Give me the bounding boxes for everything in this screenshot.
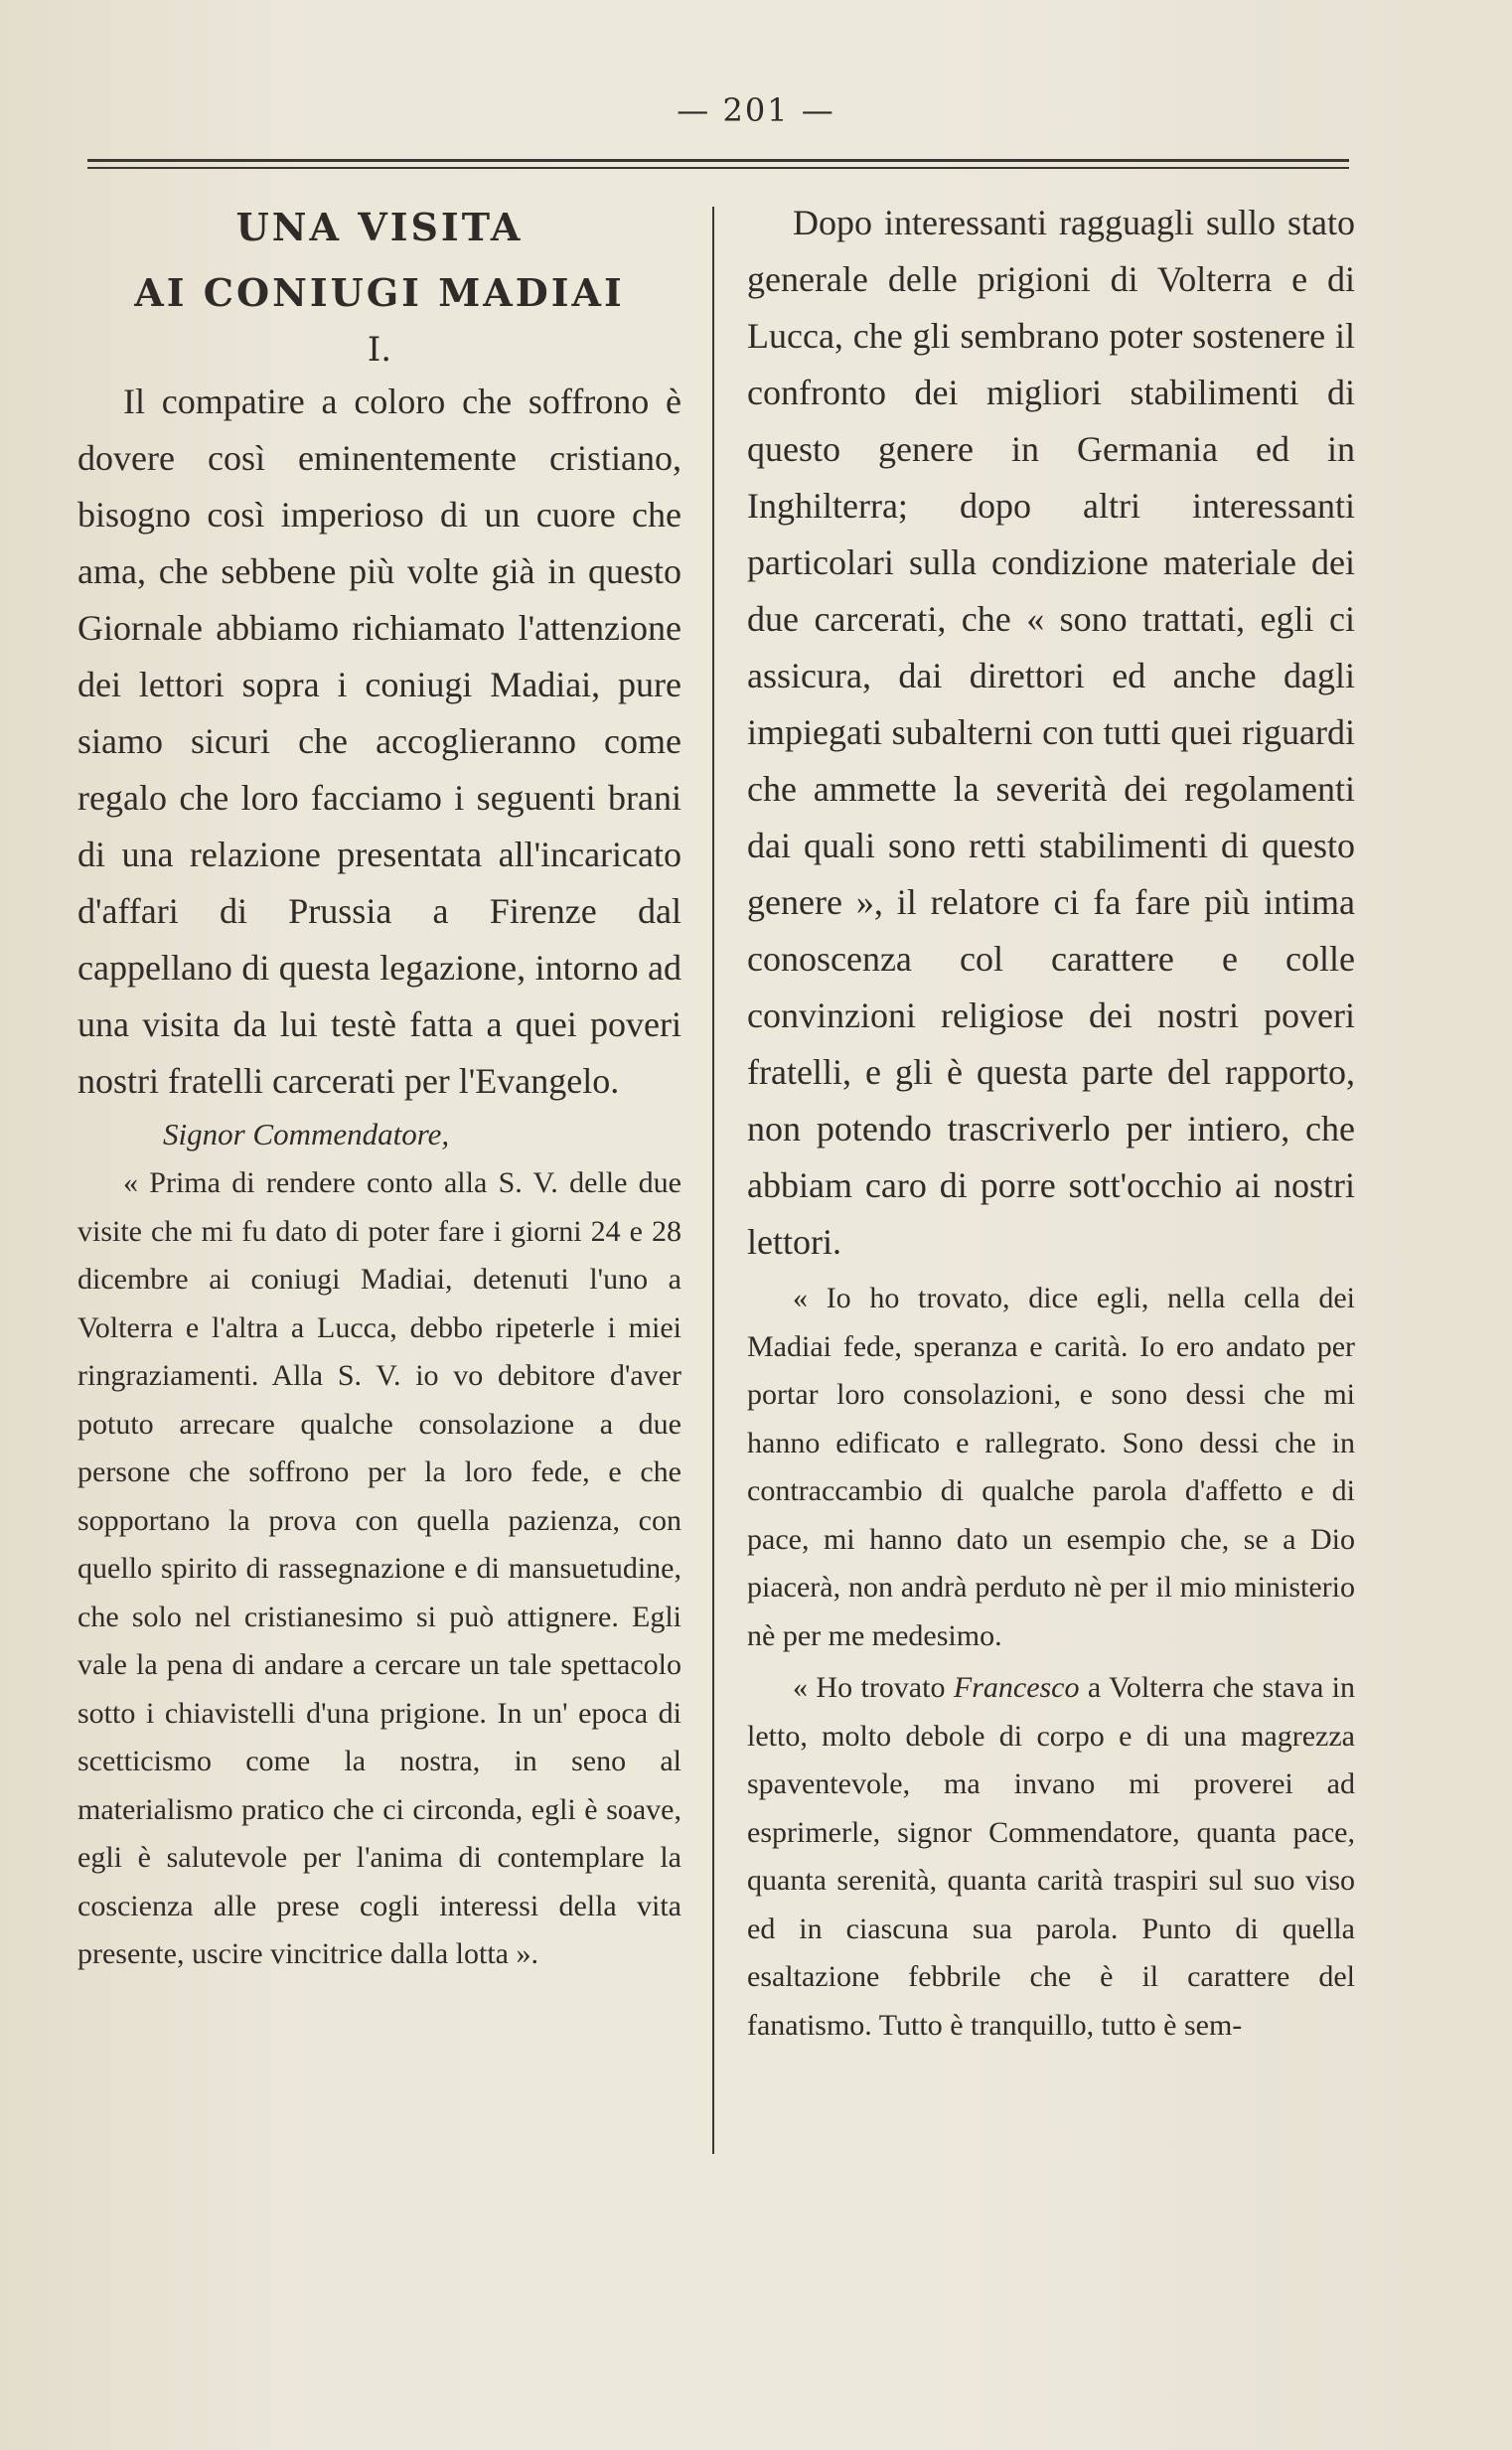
article-title-line-2: AI CONIUGI MADIAI	[134, 270, 625, 315]
salutation: Signor Commendatore,	[163, 1117, 450, 1151]
intro-paragraph: Il compatire a coloro che soffrono è dovere così eminentemente cristiano, bisogno così imperioso di un cuore che ama, che sebbene più volte già in questo Giornale abbiamo richiamato l'attenzione dei lettori sopra i coniugi Madiai, pure siamo sicuri che accoglieranno come regalo che loro facciamo i seguenti brani di una relazione presentata all'incaricato d'affari di Prussia a Firenze dal cappellano di questa legazione, intorno ad una visita da lui testè fatta a quei poveri nostri fratelli carcerati per l'Evangelo.	[77, 382, 681, 1101]
quote-paragraph-2-start: « Ho trovato	[793, 1671, 954, 1704]
page-number: — 201 —	[677, 91, 835, 129]
quote-paragraph-2-rest: a Volterra che stava in letto, molto debole di corpo e di una magrezza spaventevole, ma invano mi proverei ad esprimerle, signor Commendatore, quanta pace, quanta serenità, quanta carità traspiri sul suo viso ed in ciascuna sua parola. Punto di quella esaltazione febbrile che è il carattere del fanatismo. Tutto è tranquillo, tutto è sem-	[747, 1671, 1355, 2042]
header-rule	[87, 159, 1349, 169]
column-divider	[712, 207, 714, 2154]
quote-paragraph-1: « Io ho trovato, dice egli, nella cella dei Madiai fede, speranza e carità. Io ero andato per portar loro consolazioni, e sono dessi che mi hanno edificato e rallegrato. Sono dessi che in contraccambio di qualche parola d'affetto e di pace, mi hanno dato un esempio che, se a Dio piacerà, non andrà perduto nè per il mio ministerio nè per me medesimo.	[747, 1282, 1355, 1652]
section-number: I.	[367, 330, 392, 370]
right-column	[747, 195, 1355, 2050]
summary-paragraph: Dopo interessanti ragguagli sullo stato generale delle prigioni di Volterra e di Lucca, che gli sembrano poter sostenere il confronto dei migliori stabilimenti di questo genere in Germania ed in Inghilterra; dopo altri interessanti particolari sulla condizione materiale dei due carcerati, che « sono trattati, egli ci assicura, dai direttori ed anche dagli impiegati subalterni con tutti quei riguardi che ammette la severità dei regolamenti dai quali sono retti stabilimenti di questo genere », il relatore ci fa fare più intima conoscenza col carattere e colle convinzioni religiose dei nostri poveri fratelli, e gli è questa parte del rapporto, non potendo trascriverlo per intiero, che abbiam caro di porre sott'occhio ai nostri lettori.	[747, 203, 1355, 1262]
quote-paragraph-2	[747, 1664, 1355, 2050]
article-title-line-1: UNA VISITA	[235, 205, 524, 249]
quote-paragraph-2-name: Francesco	[953, 1671, 1080, 1704]
letter-paragraph: « Prima di rendere conto alla S. V. delle due visite che mi fu dato di poter fare i giorni 24 e 28 dicembre ai coniugi Madiai, detenuti l'uno a Volterra e l'altra a Lucca, debbo ripeterle i miei ringraziamenti. Alla S. V. io vo debitore d'aver potuto arrecare qualche consolazione a due persone che soffrono per la loro fede, e che sopportano la prova con quella pazienza, con quello spirito di rassegnazione e di mansuetudine, che solo nel cristianesimo si può attignere. Egli vale la pena di andare a cercare un tale spettacolo sotto i chiavistelli d'una prigione. In un' epoca di scetticismo come la nostra, in seno al materialismo pratico che ci circonda, egli è soave, egli è salutevole per l'anima di contemplare la coscienza alle prese cogli interessi della vita presente, uscire vincitrice dalla lotta ».	[77, 1166, 681, 1970]
left-column	[77, 195, 681, 1979]
